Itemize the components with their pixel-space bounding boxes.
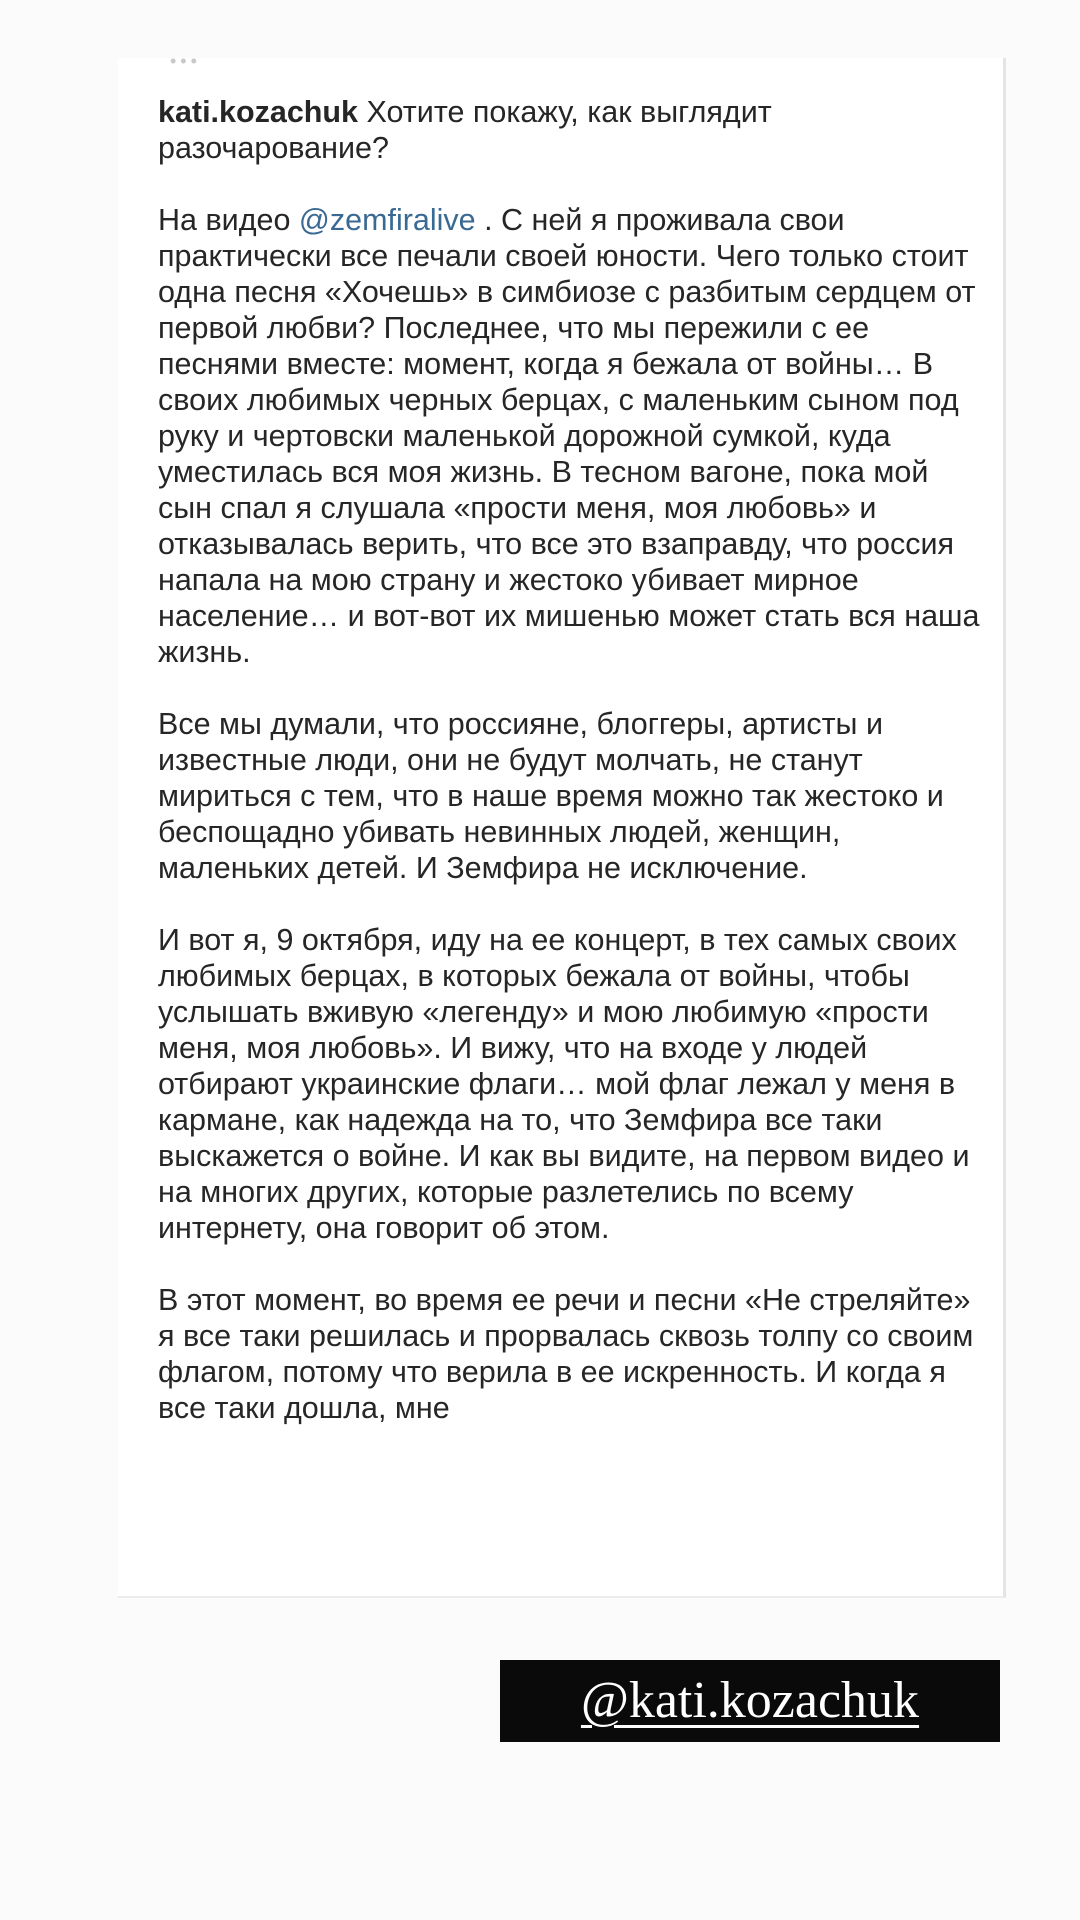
caption-paragraph-4: В этот момент, во время ее речи и песни «Не стреляйте» я все таки решилась и прорвалась сквозь толпу со своим флагом, потому что верила в ее искренность. И когда я все таки дошла, мне (158, 1283, 974, 1425)
caption-title: Хотите покажу, как выглядит разочарование? (158, 95, 772, 165)
caption-header (158, 94, 988, 166)
paragraph-1-prefix: На видео (158, 203, 299, 237)
caption-paragraph-2: Все мы думали, что россияне, блоггеры, артисты и известные люди, они не будут молчать, не станут мириться с тем, что в наше время можно так жестоко и беспощадно убивать невинных людей, женщин, маленьких детей. И Земфира не исключение. (158, 707, 944, 885)
caption-paragraph-1 (158, 202, 988, 670)
post-caption (158, 94, 988, 1462)
mention-link[interactable]: @zemfiralive (298, 203, 476, 237)
post-screenshot-card (118, 58, 1006, 1598)
caption-paragraph-3: И вот я, 9 октября, иду на ее концерт, в тех самых своих любимых берцах, в которых бежала от войны, чтобы услышать вживую «легенду» и мою любимую «прости меня, моя любовь». И вижу, что на входе у людей отбирают украинские флаги… мой флаг лежал у меня в кармане, как надежда на то, что Земфира все таки выскажется о войне. И как вы видите, на первом видео и на многих других, которые разлетелись по всему интернету, она говорит об этом. (158, 923, 970, 1245)
more-options-icon: ••• (170, 58, 201, 71)
mention-sticker[interactable] (500, 1660, 1000, 1742)
mention-sticker-handle: @kati.kozachuk (580, 1672, 920, 1729)
paragraph-1-text: . С ней я проживала свои практически все печали своей юности. Чего только стоит одна песня «Хочешь» в симбиозе с разбитым сердцем от первой любви? Последнее, что мы пережили с ее песнями вместе: момент, когда я бежала от войны… В своих любимых черных берцах, с маленьким сыном под руку и чертовски маленькой дорожной сумкой, куда уместилась вся моя жизнь. В тесном вагоне, пока мой сын спал я слушала «прости меня, моя любовь» и отказывалась верить, что все это взаправду, что россия напала на мою страну и жестоко убивает мирное население… и вот-вот их мишенью может стать вся наша жизнь. (158, 203, 980, 669)
post-username[interactable]: kati.kozachuk (158, 95, 359, 129)
